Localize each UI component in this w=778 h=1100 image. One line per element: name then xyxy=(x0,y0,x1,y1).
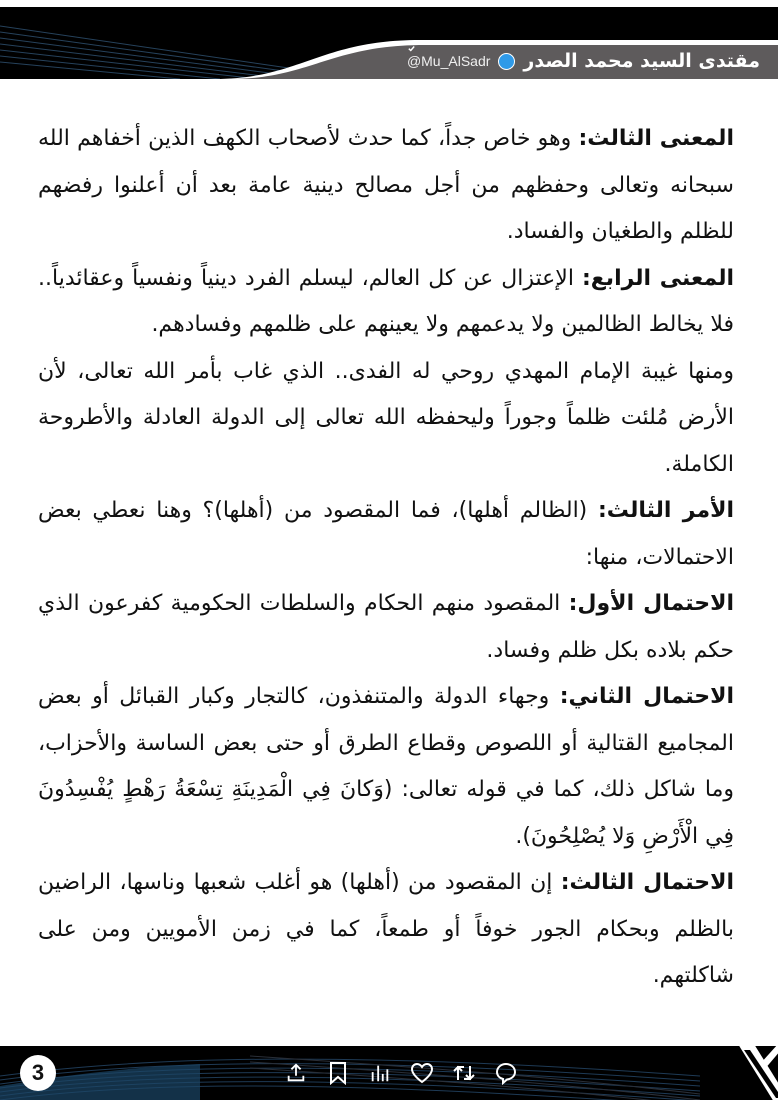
repost-icon xyxy=(452,1062,476,1084)
author-handle[interactable]: @Mu_AlSadr xyxy=(406,53,491,69)
paragraph-possibility-3 xyxy=(38,860,734,1000)
share-button[interactable] xyxy=(284,1061,308,1085)
paragraph-meaning-3 xyxy=(38,116,734,256)
views-button[interactable] xyxy=(368,1061,392,1085)
paragraph-text: (الظالم أهلها)، فما المقصود من (أهلها)؟ وهنا نعطي بعض الاحتمالات، منها: xyxy=(38,498,734,570)
paragraph-label: الاحتمال الأول: xyxy=(568,591,734,616)
paragraph-text: ومنها غيبة الإمام المهدي روحي له الفدى.. الذي غاب بأمر الله تعالى، لأن الأرض مُلئت ظلماً وجوراً وليحفظه الله تعالى إلى الدولة العادلة والأطروحة الكاملة. xyxy=(38,358,734,477)
bookmark-button[interactable] xyxy=(326,1061,350,1085)
paragraph-text: وجهاء الدولة والمتنفذون، كالتجار وكبار القبائل أو بعض المجاميع القتالية أو اللصوص وقطاع الطرق أو حتى بعض الساسة والأحزاب، وما شاكل ذلك، كما في قوله تعالى: (وَكانَ فِي الْمَدِينَةِ تِسْعَةُ رَهْطٍ يُفْسِدُونَ فِي الْأَرْضِ وَلا يُصْلِحُونَ). xyxy=(38,684,734,849)
paragraph-possibility-1 xyxy=(38,581,734,674)
like-button[interactable] xyxy=(410,1061,434,1085)
post-actions xyxy=(284,1057,518,1089)
paragraph-text: المقصود منهم الحكام والسلطات الحكومية كفرعون الذي حكم بلاده بكل ظلم وفساد. xyxy=(38,591,734,663)
paragraph-matter-3 xyxy=(38,488,734,581)
paragraph-label: الأمر الثالث: xyxy=(597,498,734,523)
reply-icon xyxy=(494,1061,518,1085)
bookmark-icon xyxy=(328,1061,348,1085)
paragraph-label: المعنى الثالث: xyxy=(578,126,734,151)
paragraph-text: إن المقصود من (أهلها) هو أغلب شعبها وناسها، الراضين بالظلم وبحكام الجور خوفاً أو طمعاً، كما في زمن الأمويين ومن على شاكلتهم. xyxy=(38,870,734,988)
paragraph-label: الاحتمال الثالث: xyxy=(560,870,734,895)
reply-button[interactable] xyxy=(494,1061,518,1085)
page-number-badge: 3 xyxy=(20,1055,56,1091)
share-icon xyxy=(285,1062,307,1084)
analytics-icon xyxy=(369,1062,391,1084)
heart-icon xyxy=(410,1062,434,1084)
paragraph-possibility-2 xyxy=(38,674,734,860)
paragraph-text: الإعتزال عن كل العالم، ليسلم الفرد دينياً ونفسياً وعقائدياً.. فلا يخالط الظالمين ولا يدعمهم ولا يعينهم على ظلمهم وفسادهم. xyxy=(38,265,734,337)
post-header xyxy=(0,0,778,82)
paragraph-occultation xyxy=(38,349,734,489)
author-info[interactable] xyxy=(407,44,760,78)
x-logo-icon xyxy=(718,1046,778,1100)
paragraph-meaning-4 xyxy=(38,256,734,349)
paragraph-label: المعنى الرابع: xyxy=(581,265,734,291)
post-body xyxy=(38,116,734,1000)
post-footer xyxy=(0,1046,778,1100)
paragraph-text: وهو خاص جداً، كما حدث لأصحاب الكهف الذين أخفاهم الله سبحانه وتعالى وحفظهم من أجل مصالح دينية عامة بعد أن أعلنوا رفضهم للظلم والطغيان والفساد. xyxy=(38,126,734,244)
verified-badge-icon xyxy=(498,53,515,70)
repost-button[interactable] xyxy=(452,1061,476,1085)
author-name[interactable]: مقتدى السيد محمد الصدر xyxy=(523,50,760,72)
paragraph-label: الاحتمال الثاني: xyxy=(559,684,734,709)
